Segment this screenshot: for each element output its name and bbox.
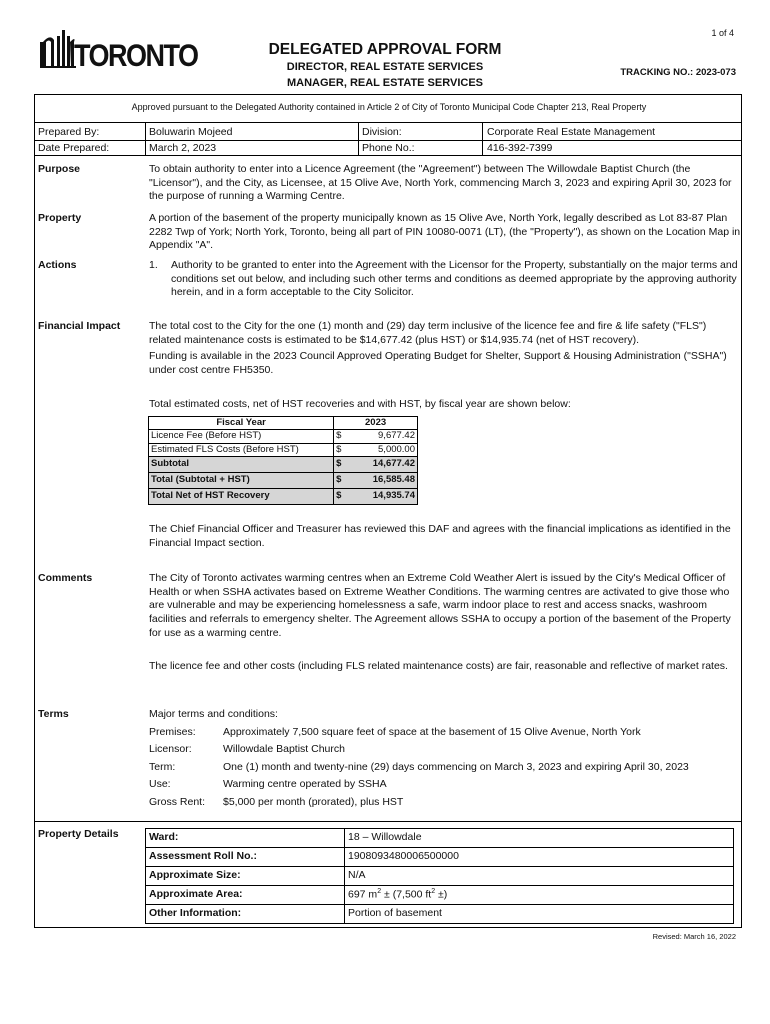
term-label: Premises: <box>149 726 196 738</box>
division-value: Corporate Real Estate Management <box>487 126 656 138</box>
financial-impact-label: Financial Impact <box>38 320 121 332</box>
financial-cost-paragraph: The total cost to the City for the one (1) month and (29) day term inclusive of the licence fee and fire & life safety ("FLS") related maintenance costs is estimated to be $14,677.42 (plus HST) or $14,935.74 (net of HST recovery). <box>149 320 707 346</box>
term-label: Use: <box>149 778 171 790</box>
row-description: Estimated FLS Costs (Before HST) <box>149 443 334 456</box>
term-value: Warming centre operated by SSHA <box>223 778 387 790</box>
row-value: 9,677.42 <box>348 430 418 443</box>
form-title: DELEGATED APPROVAL FORM <box>268 41 502 58</box>
phone-label: Phone No.: <box>362 142 415 154</box>
ward-value: 18 – Willowdale <box>345 829 734 848</box>
date-prepared-value: March 2, 2023 <box>149 142 217 154</box>
action-text: Authority to be granted to enter into the Agreement with the Licensor for the Property, substantially on the major terms and conditions set out below, and including such other terms and conditions as deemed appropriate by the approving authority herein, and in a form acceptable to the City Solicitor. <box>171 259 738 299</box>
assessment-roll-label: Assessment Roll No.: <box>146 848 345 867</box>
financial-impact-text <box>149 320 741 381</box>
table-row <box>149 489 418 505</box>
comments-label: Comments <box>38 572 93 584</box>
term-gross-rent <box>149 796 403 810</box>
row-currency: $ <box>334 443 348 456</box>
other-information-label: Other Information: <box>146 905 345 924</box>
row-currency: $ <box>334 473 348 489</box>
row-description: Total Net of HST Recovery <box>149 489 334 505</box>
phone-value: 416-392-7399 <box>487 142 553 154</box>
table-row <box>146 867 734 886</box>
row-value: 16,585.48 <box>348 473 418 489</box>
tracking-number: TRACKING NO.: 2023-073 <box>620 67 736 78</box>
table-row <box>146 886 734 905</box>
actions-label: Actions <box>38 259 77 271</box>
row-currency: $ <box>334 457 348 473</box>
row-currency: $ <box>334 430 348 443</box>
assessment-roll-value: 1908093480006500000 <box>345 848 734 867</box>
row-value: 14,935.74 <box>348 489 418 505</box>
property-details-table <box>145 828 734 924</box>
row-value: 5,000.00 <box>348 443 418 456</box>
prepared-by-value: Boluwarin Mojeed <box>149 126 233 138</box>
logo-wordmark: TORONTO <box>74 38 198 73</box>
approximate-size-value: N/A <box>345 867 734 886</box>
table-row <box>149 473 418 489</box>
area-imperial: ± (7,500 ft <box>381 888 432 901</box>
table-header-fiscal-year: Fiscal Year <box>149 417 334 430</box>
divider <box>482 122 483 155</box>
ward-label: Ward: <box>146 829 345 848</box>
terms-label: Terms <box>38 708 69 720</box>
financial-funding-paragraph: Funding is available in the 2023 Council Approved Operating Budget for Shelter, Support & Housing Administration ("SSHA") under cost centre FH5350. <box>149 350 727 376</box>
area-end: ±) <box>435 888 448 901</box>
form-subtitle-manager: MANAGER, REAL ESTATE SERVICES <box>287 77 483 89</box>
term-premises <box>149 726 641 740</box>
page-number: 1 of 4 <box>711 28 734 38</box>
financial-fiscal-year-intro: Total estimated costs, net of HST recoveries and with HST, by fiscal year are shown below: <box>149 398 571 410</box>
term-label: Term: <box>149 761 176 773</box>
property-details-label: Property Details <box>38 828 119 840</box>
row-currency: $ <box>334 489 348 505</box>
divider <box>35 122 741 123</box>
table-row <box>146 848 734 867</box>
row-description: Licence Fee (Before HST) <box>149 430 334 443</box>
terms-intro: Major terms and conditions: <box>149 708 278 720</box>
divider <box>145 122 146 155</box>
comments-rates-paragraph: The licence fee and other costs (including FLS related maintenance costs) are fair, reasonable and reflective of market rates. <box>149 660 728 672</box>
row-description: Subtotal <box>149 457 334 473</box>
revised-date: Revised: March 16, 2022 <box>652 932 736 941</box>
term-label: Gross Rent: <box>149 796 206 808</box>
date-prepared-label: Date Prepared: <box>38 142 110 154</box>
table-header-year: 2023 <box>334 417 418 430</box>
term-use <box>149 778 387 792</box>
term-value: Willowdale Baptist Church <box>223 743 345 755</box>
divider <box>35 821 741 822</box>
property-label: Property <box>38 212 82 224</box>
approximate-area-value <box>345 886 734 905</box>
area-metric: 697 m <box>348 888 378 901</box>
form-subtitle-director: DIRECTOR, REAL ESTATE SERVICES <box>286 61 484 73</box>
row-value: 14,677.42 <box>348 457 418 473</box>
property-text: A portion of the basement of the property municipally known as 15 Olive Ave, North York, legally described as Lot 83-87 Plan 2282 Twp of York; North York, Toronto, being all part of PIN 10080-0071 (LT), (the "Property"), as shown on the Location Map in Appendix "A". <box>149 212 741 252</box>
prepared-by-label: Prepared By: <box>38 126 100 138</box>
table-row <box>149 430 418 443</box>
area-superscript: 2 <box>377 888 382 896</box>
comments-paragraph: The City of Toronto activates warming centres when an Extreme Cold Weather Alert is issued by the City's Medical Officer of Health or when SSHA activates based on Extreme Weather Conditions. The warming centres are activated to give those who are vulnerable and may be experiencing homelessness a safe, warm indoor place to rest and access snacks, washroom facilities and referrals to emergency shelter. The Agreement allows SSHA to occupy a portion of the basement of the Property for use as a warming centre. <box>149 572 731 639</box>
table-row <box>149 457 418 473</box>
approved-statement: Approved pursuant to the Delegated Authority contained in Article 2 of City of Toronto Municipal Code Chapter 213, Real Property <box>131 102 647 112</box>
term-value: One (1) month and twenty-nine (29) days commencing on March 3, 2023 and expiring April 30, 2023 <box>223 761 689 773</box>
financial-table <box>148 416 418 505</box>
divider <box>358 122 359 155</box>
table-row <box>146 905 734 924</box>
financial-cfo-paragraph: The Chief Financial Officer and Treasurer has reviewed this DAF and agrees with the financial implications as identified in the Financial Impact section. <box>149 523 731 549</box>
area-superscript: 2 <box>431 888 436 896</box>
term-term <box>149 761 689 775</box>
purpose-text: To obtain authority to enter into a Licence Agreement (the "Agreement") between The Willowdale Baptist Church (the "Licensor"), and the City, as Licensee, at 15 Olive Ave, North York, commencing March 3, 2023 and expiring April 30, 2023 for the purpose of running a Warming Centre. <box>149 163 732 203</box>
approximate-area-label: Approximate Area: <box>146 886 345 905</box>
form-frame <box>34 94 742 928</box>
division-label: Division: <box>362 126 402 138</box>
other-information-value: Portion of basement <box>345 905 734 924</box>
purpose-label: Purpose <box>38 163 81 175</box>
approximate-size-label: Approximate Size: <box>146 867 345 886</box>
term-label: Licensor: <box>149 743 192 755</box>
divider <box>35 140 741 141</box>
table-row <box>149 443 418 456</box>
term-licensor <box>149 743 345 757</box>
table-row <box>146 829 734 848</box>
row-description: Total (Subtotal + HST) <box>149 473 334 489</box>
term-value: Approximately 7,500 square feet of space at the basement of 15 Olive Avenue, North York <box>223 726 641 738</box>
term-value: $5,000 per month (prorated), plus HST <box>223 796 404 808</box>
table-header-row <box>149 417 418 430</box>
action-number: 1. <box>149 259 158 271</box>
